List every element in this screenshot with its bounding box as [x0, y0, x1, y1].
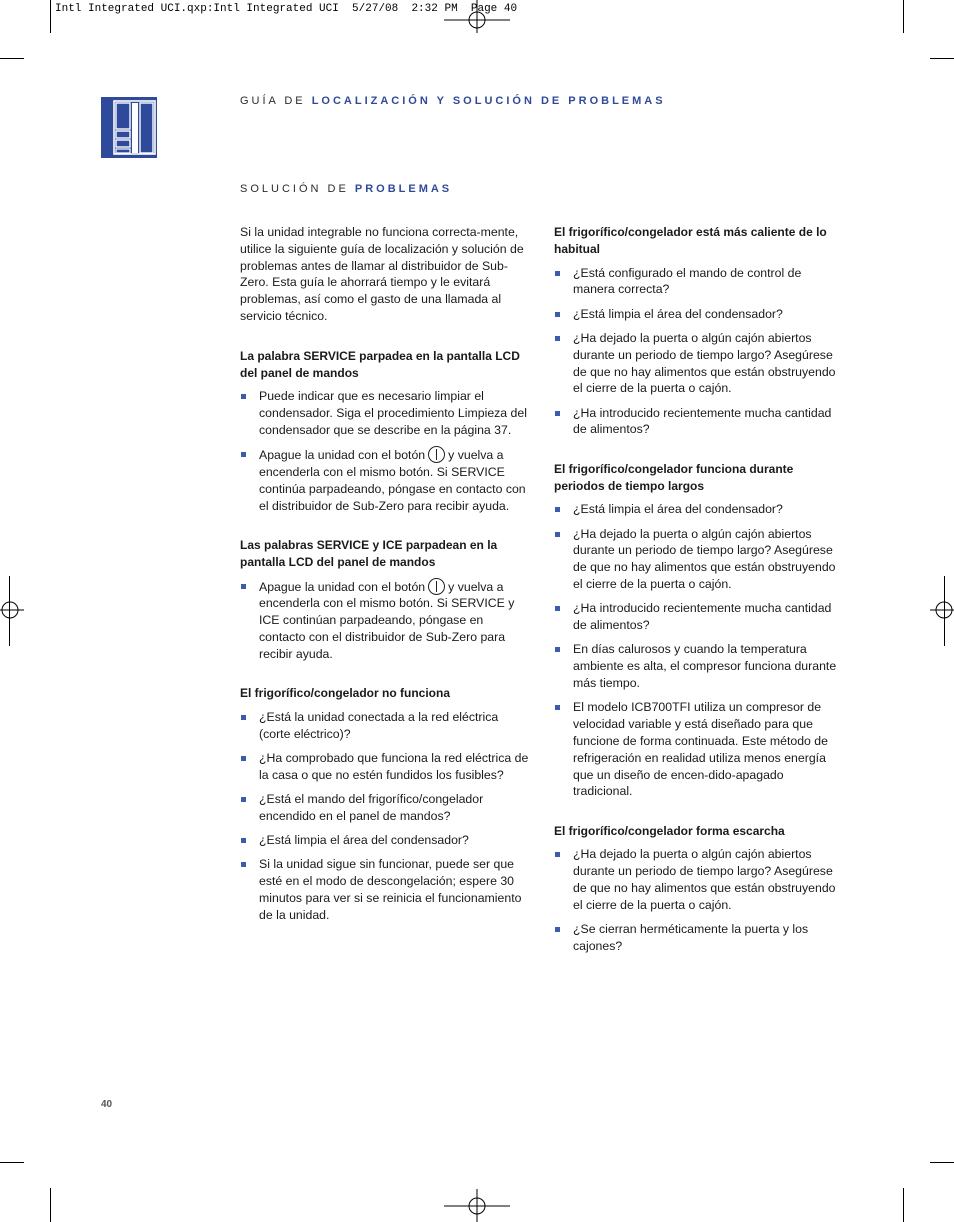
intro-paragraph: Si la unidad integrable no funciona correcta-mente, utilice la siguiente guía de localización y solución de problemas antes de llamar al distribuidor de Sub-Zero. Esta guía le ahorrará tiempo y le evitará problemas, así como el gasto de una llamada al servicio técnico.	[240, 225, 524, 323]
list-item: ¿Está configurado el mando de control de manera correcta?	[554, 265, 844, 299]
power-button-icon	[428, 578, 445, 595]
power-button-icon	[428, 446, 445, 463]
page-number: 40	[101, 1099, 113, 1110]
list-not-working	[240, 709, 530, 924]
list-item: Puede indicar que es necesario limpiar el condensador. Siga el procedimiento Limpieza del condensador que se describe en la página 37.	[240, 388, 530, 438]
registration-mark-left	[0, 590, 24, 630]
list-runs-long	[554, 501, 844, 800]
list-item: Si la unidad sigue sin funcionar, puede ser que esté en el modo de descongelación; espere 30 minutos para ver si se reinicia el funcionamiento de la unidad.	[240, 856, 530, 923]
heading-service-ice-flashing: Las palabras SERVICE y ICE parpadean en la pantalla LCD del panel de mandos	[240, 537, 498, 569]
left-column	[240, 224, 530, 931]
list-item: ¿Está limpia el área del condensador?	[554, 501, 844, 518]
registration-mark-bottom	[440, 1186, 514, 1222]
list-item: ¿Está la unidad conectada a la red eléctrica (corte eléctrico)?	[240, 709, 530, 743]
list-item: ¿Ha dejado la puerta o algún cajón abiertos durante un periodo de tiempo largo? Asegúrese de que no hay alimentos que están obstruyendo el cierre de la puerta o cajón.	[554, 526, 844, 593]
list-service-ice-flashing	[240, 578, 530, 663]
list-service-flashing	[240, 388, 530, 514]
heading-service-flashing: La palabra SERVICE parpadea en la pantalla LCD del panel de mandos	[240, 348, 520, 380]
list-item: ¿Está limpia el área del condensador?	[240, 832, 530, 849]
section-title: SOLUCIÓN DE PROBLEMAS	[240, 183, 453, 195]
print-slug: Intl Integrated UCI.qxp:Intl Integrated UCI 5/27/08 2:32 PM Page 40	[55, 3, 518, 15]
list-item: ¿Está el mando del frigorífico/congelador encendido en el panel de mandos?	[240, 791, 530, 825]
heading-frost: El frigorífico/congelador forma escarcha	[554, 823, 785, 838]
heading-not-working: El frigorífico/congelador no funciona	[240, 686, 451, 701]
list-warmer-than-usual	[554, 265, 844, 439]
list-item: Apague la unidad con el botón y vuelva a encenderla con el mismo botón. Si SERVICE continúa parpadeando, póngase en contacto con el distribuidor de Sub-Zero para recibir ayuda.	[240, 446, 530, 514]
registration-mark-right	[930, 590, 954, 630]
list-item: El modelo ICB700TFI utiliza un compresor de velocidad variable y está diseñado para que funcione de forma continuada. Este método de refrigeración en realidad utiliza menos energía que un diseño de encen-dido-apagado tradicional.	[554, 699, 844, 800]
heading-runs-long: El frigorífico/congelador funciona durante periodos de tiempo largos	[554, 461, 794, 493]
heading-warmer-than-usual: El frigorífico/congelador está más caliente de lo habitual	[554, 225, 827, 256]
refrigerator-logo-icon	[101, 97, 157, 158]
list-item: ¿Ha dejado la puerta o algún cajón abiertos durante un periodo de tiempo largo? Asegúrese de que no hay alimentos que están obstruyendo el cierre de la puerta o cajón.	[554, 846, 844, 913]
list-item: ¿Ha introducido recientemente mucha cantidad de alimentos?	[554, 405, 844, 439]
list-item: Apague la unidad con el botón y vuelva a encenderla con el mismo botón. Si SERVICE y ICE continúan parpadeando, póngase en contacto con el distribuidor de Sub-Zero para recibir ayuda.	[240, 578, 530, 663]
page-header: GUÍA DE LOCALIZACIÓN Y SOLUCIÓN DE PROBLEMAS	[240, 95, 666, 107]
list-item: ¿Ha introducido recientemente mucha cantidad de alimentos?	[554, 600, 844, 634]
list-frost	[554, 846, 844, 954]
list-item: ¿Ha dejado la puerta o algún cajón abiertos durante un periodo de tiempo largo? Asegúrese de que no hay alimentos que están obstruyendo el cierre de la puerta o cajón.	[554, 330, 844, 397]
list-item: En días calurosos y cuando la temperatura ambiente es alta, el compresor funciona durante más tiempo.	[554, 641, 844, 691]
registration-mark-top	[440, 0, 514, 36]
list-item: ¿Ha comprobado que funciona la red eléctrica de la casa o que no estén fundidos los fusibles?	[240, 750, 530, 784]
list-item: ¿Está limpia el área del condensador?	[554, 306, 844, 323]
right-column	[554, 224, 844, 962]
list-item: ¿Se cierran herméticamente la puerta y los cajones?	[554, 921, 844, 955]
